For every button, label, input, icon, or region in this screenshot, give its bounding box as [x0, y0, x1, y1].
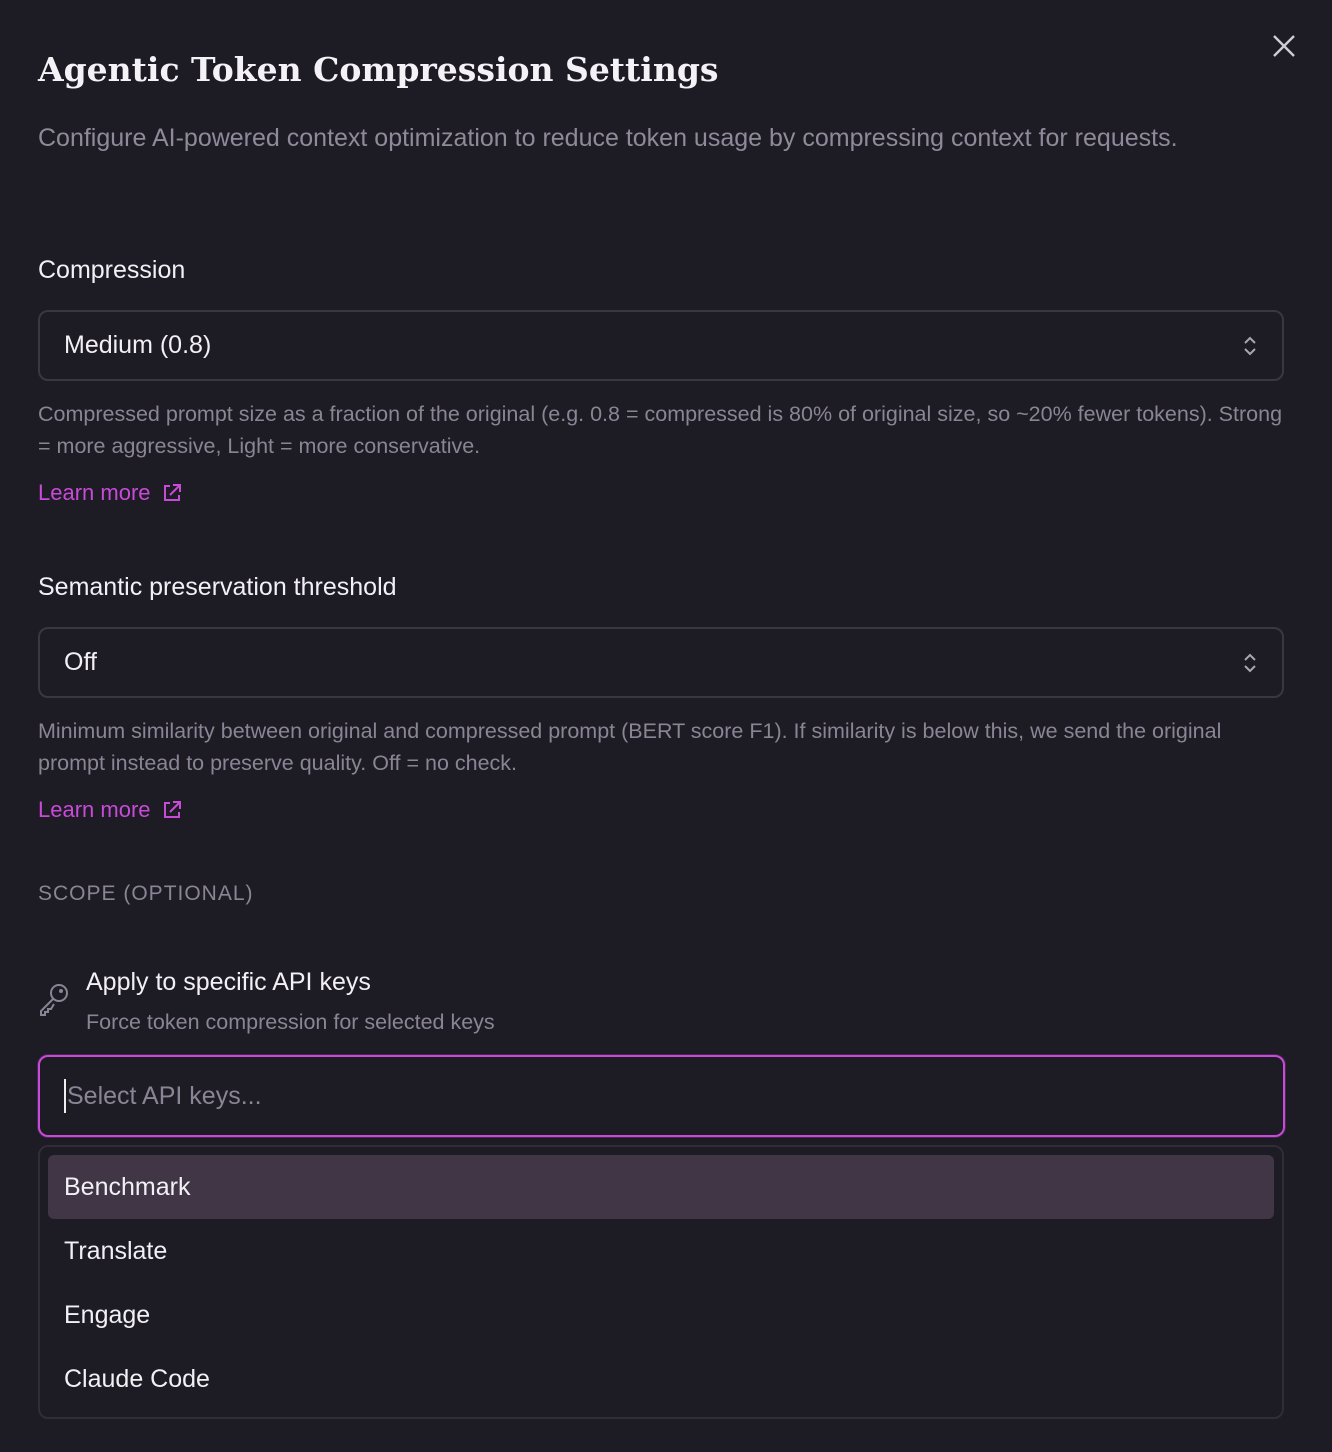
compression-label: Compression: [38, 256, 186, 284]
text-caret: [64, 1079, 66, 1113]
apply-keys-subtitle: Force token compression for selected keys: [86, 1010, 495, 1034]
semantic-learn-more-link[interactable]: [38, 797, 183, 823]
chevron-up-down-icon: [1242, 334, 1258, 358]
close-icon: [1268, 30, 1300, 62]
compression-value: Medium (0.8): [64, 331, 212, 359]
option-engage[interactable]: Engage: [64, 1300, 151, 1329]
semantic-help: Minimum similarity between original and compressed prompt (BERT score F1). If similarity is below this, we send the original prompt instead to preserve quality. Off = no check.: [38, 719, 1222, 775]
option-benchmark[interactable]: Benchmark: [48, 1155, 1274, 1219]
api-keys-input[interactable]: [38, 1055, 1285, 1137]
learn-more-label: Learn more: [38, 480, 151, 505]
api-keys-placeholder: Select API keys...: [67, 1081, 262, 1110]
compression-help: Compressed prompt size as a fraction of the original (e.g. 0.8 = compressed is 80% of original size, so ~20% fewer tokens). Strong = more aggressive, Light = more conservative.: [38, 402, 1283, 458]
option-translate[interactable]: Translate: [64, 1236, 168, 1265]
semantic-label: Semantic preservation threshold: [38, 573, 397, 601]
compression-learn-more-link[interactable]: [38, 480, 183, 506]
external-link-icon: [161, 799, 183, 821]
close-button[interactable]: [1268, 30, 1300, 62]
learn-more-label: Learn more: [38, 797, 151, 822]
semantic-threshold-select[interactable]: [38, 627, 1284, 698]
semantic-value: Off: [64, 648, 97, 676]
chevron-up-down-icon: [1242, 651, 1258, 675]
dialog-description: Configure AI-powered context optimization to reduce token usage by compressing context for requests.: [38, 124, 1178, 152]
compression-select[interactable]: [38, 310, 1284, 381]
option-claude-code[interactable]: Claude Code: [64, 1364, 210, 1393]
external-link-icon: [161, 482, 183, 504]
scope-heading: SCOPE (OPTIONAL): [38, 882, 254, 905]
dialog-title: Agentic Token Compression Settings: [38, 50, 719, 89]
apply-keys-title: Apply to specific API keys: [86, 968, 371, 996]
key-icon: [38, 982, 70, 1021]
api-keys-dropdown: [38, 1145, 1284, 1419]
